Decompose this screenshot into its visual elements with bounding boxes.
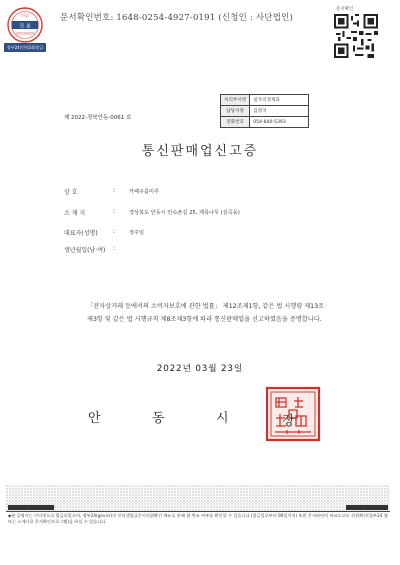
table-key: 담당자명: [221, 106, 250, 117]
table-value: 054-840-5393: [250, 117, 309, 128]
table-key: 처리부서명: [221, 95, 250, 106]
table-value: 일자리경제과: [250, 95, 309, 106]
table-row: [221, 117, 309, 128]
auth-seal-banner: 정부24(민원24)발급: [4, 43, 46, 52]
table-row: [221, 106, 309, 117]
auth-seal-top: 인증: [21, 13, 29, 18]
registration-number: 제 2022-경북안동-0061 호: [64, 115, 132, 121]
field-colon: :: [113, 187, 116, 194]
field-label-business-name: 상 호: [64, 189, 78, 196]
qr-code-icon: [334, 14, 378, 58]
auth-seal-date: 2022/04/24: [15, 31, 35, 36]
qr-label: 문서확인: [336, 7, 354, 12]
issuer-char: 안: [88, 411, 101, 426]
office-info-table: [220, 94, 309, 128]
field-label-birthdate: 생년월일(남·여): [64, 247, 106, 254]
security-pattern-band: [6, 485, 390, 512]
auth-seal-center: 진 본: [19, 23, 31, 30]
field-value-business-name: 카페구름미루: [129, 189, 160, 195]
table-row: [221, 95, 309, 106]
field-colon: :: [113, 228, 116, 235]
field-colon: :: [113, 245, 116, 252]
field-colon: :: [113, 208, 116, 215]
issuer-char: 동: [152, 411, 165, 426]
document-title: 통신판매업신고증: [141, 144, 259, 159]
issue-date: 2022년 03월 23일: [156, 364, 244, 374]
field-label-address: 소 재 지: [64, 210, 86, 217]
table-key: 전화번호: [221, 117, 250, 128]
certificate-body-text: 「전자상거래 등에서의 소비자보호에 관한 법률」 제12조제1항, 같은 법 시행령 제13조제3항 및 같은 법 시행규칙 제8조제3항에 따라 통신판매업을 신고하였음을 증명합니다.: [87, 303, 325, 323]
field-label-representative: 대표자(성명): [64, 230, 98, 237]
field-value-address: 경상북도 안동시 안속촌길 25, 계목나무 (삼곡동): [129, 210, 240, 216]
field-value-representative: 정주임: [129, 230, 145, 236]
authenticity-seal-icon: [6, 6, 44, 48]
issuer-char: 장: [282, 414, 295, 429]
footer-verification-note: ◆본 증명서는 인터넷으로 발급되었으며, 정부24(gov.kr)의 인터넷발급문서진위확인 메뉴를 통해 위·변조 여부를 확인할 수 있습니다.(발급일로부터 90일까지) 또한 문서하단의 바코드로도 진위확인(정부24 앱 또는 스캐너용 문서확인프로그램)을 하실 수 있습니다.: [8, 513, 388, 525]
table-value: 김영지: [250, 106, 309, 117]
issuer-char: 시: [216, 411, 229, 426]
document-confirmation-number: 문서확인번호: 1648-0254-4927-0191 (신청인 : 사단법인): [60, 13, 294, 23]
